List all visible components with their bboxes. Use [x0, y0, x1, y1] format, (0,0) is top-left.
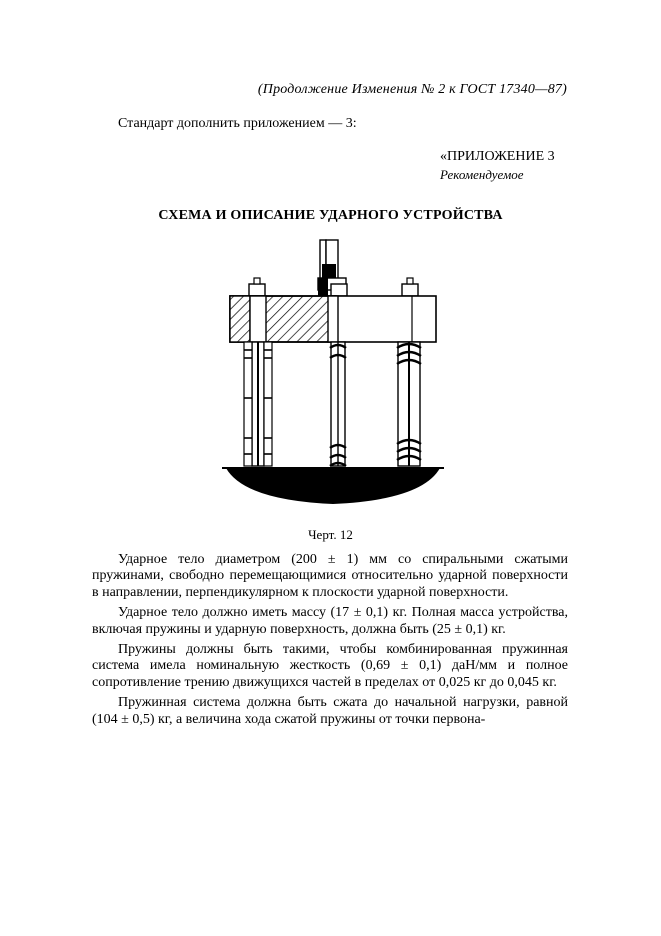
- appendix-block: [440, 148, 555, 184]
- paragraph: Пружины должны быть такими, чтобы комбинированная пружинная система имела номинальную жесткость (0,69 ± 0,1) даН/мм и полное сопротивление трению движущихся частей в пределах от 0,025 кг до 0,045 кг.: [92, 642, 568, 690]
- middle-spring: [330, 342, 346, 466]
- appendix-status: Рекомендуемое: [440, 167, 524, 182]
- continuation-header: (Продолжение Изменения № 2 к ГОСТ 17340—87): [257, 82, 567, 97]
- paragraph: Ударное тело должно иметь массу (17 ± 0,1) кг. Полная масса устройства, включая пружины и ударную поверхность, должна быть (25 ± 0,1) кг.: [92, 605, 568, 637]
- section-title: СХЕМА И ОПИСАНИЕ УДАРНОГО УСТРОЙСТВА: [158, 208, 503, 223]
- paragraph: Пружинная система должна быть сжата до начальной нагрузки, равной (104 ± 0,5) кг, а величина хода сжатой пружины от точки первона-: [92, 695, 568, 727]
- impact-surface-base: [222, 468, 444, 504]
- appendix-label: «ПРИЛОЖЕНИЕ 3: [440, 149, 555, 164]
- impact-device-drawing-icon: [222, 238, 444, 510]
- figure-caption: Черт. 12: [308, 527, 353, 542]
- right-column: [397, 342, 421, 466]
- left-column: [244, 342, 272, 466]
- intro-line: Стандарт дополнить приложением — 3:: [118, 116, 357, 131]
- body-text: [92, 552, 568, 732]
- impact-body-plate: [230, 296, 436, 342]
- paragraph: Ударное тело диаметром (200 ± 1) мм со спиральными сжатыми пружинами, свободно перемещающимися относительно ударной поверхности в направлении, перпендикулярном к плоскости ударной поверхности.: [92, 552, 568, 600]
